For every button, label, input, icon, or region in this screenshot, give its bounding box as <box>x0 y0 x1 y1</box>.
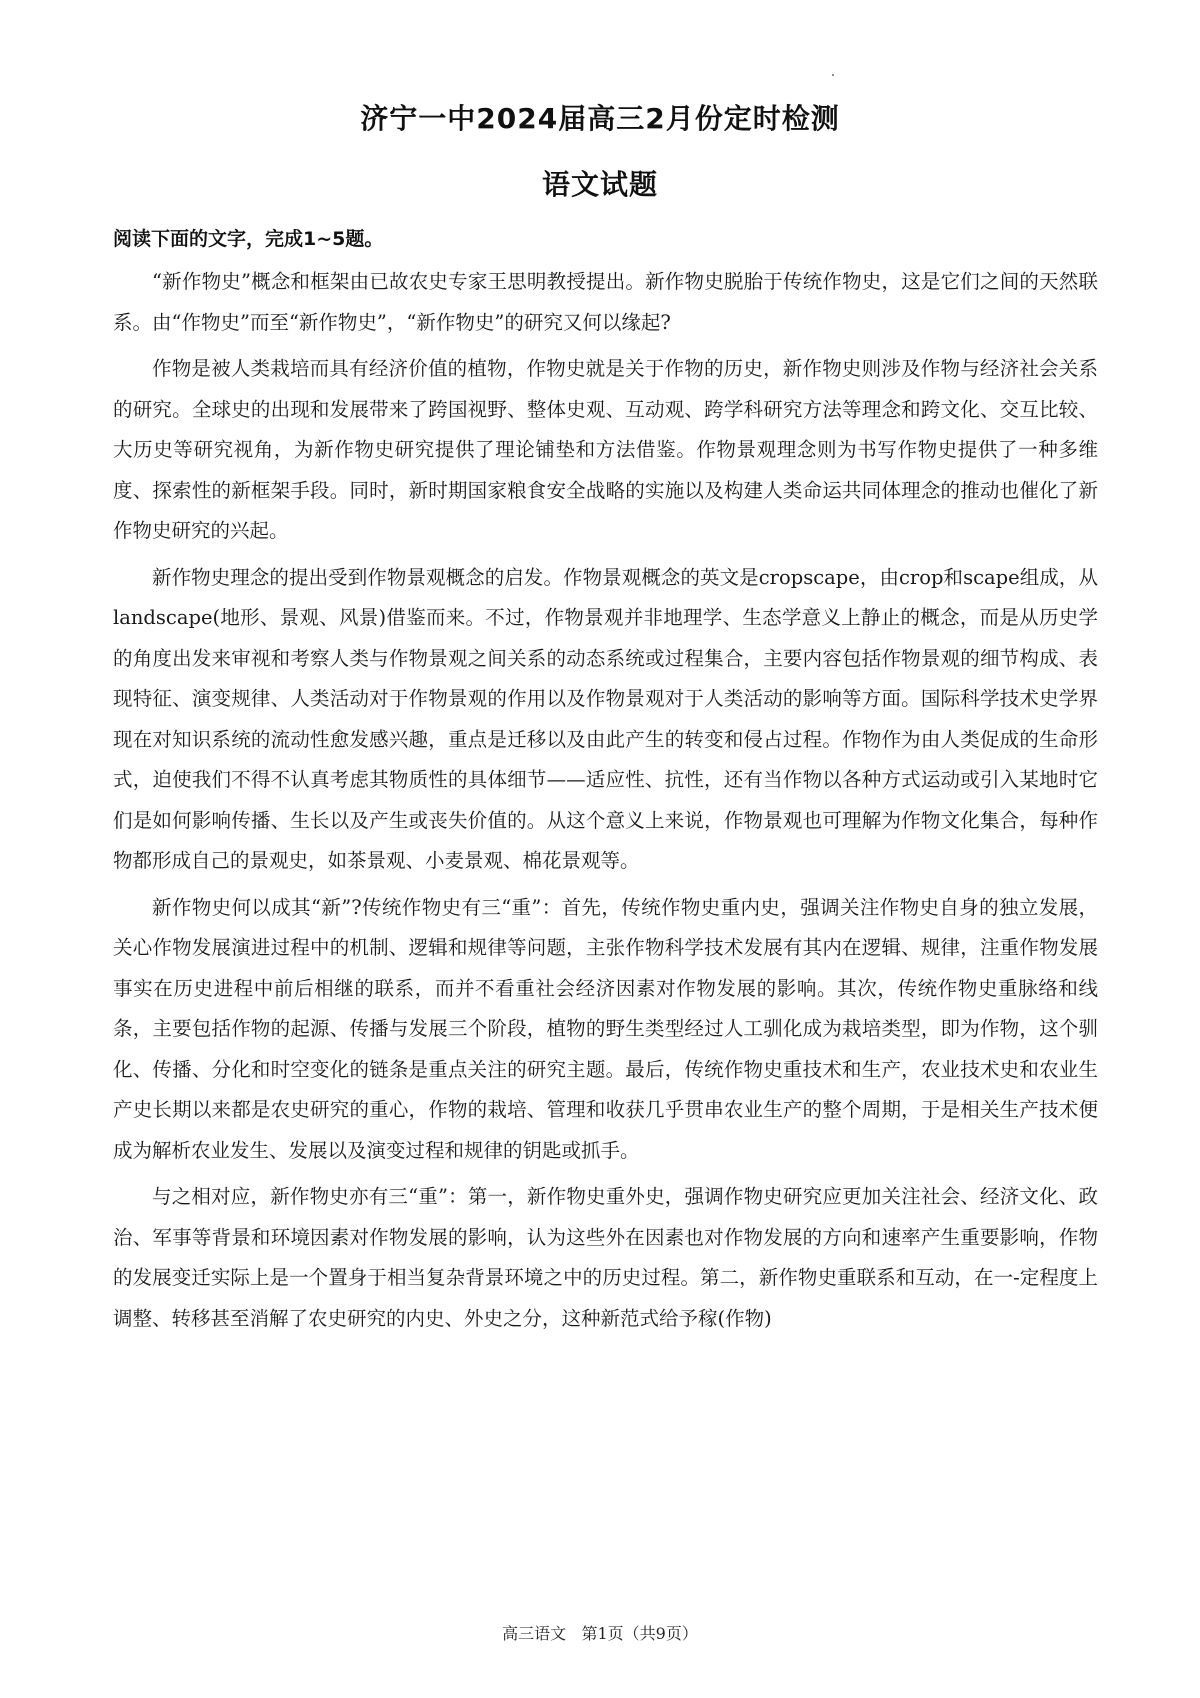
exam-title: 济宁一中2024届高三2月份定时检测 <box>360 102 840 135</box>
page-footer <box>0 1621 1200 1644</box>
paragraph-4: 新作物史何以成其“新”?传统作物史有三“重”：首先，传统作物史重内史，强调关注作物史自身的独立发展，关心作物发展演进过程中的机制、逻辑和规律等问题，主张作物科学技术发展有其内在逻辑、规律，注重作物发展事实在历史进程中前后相继的联系，而并不看重社会经济因素对作物发展的影响。其次，传统作物史重脉络和线条，主要包括作物的起源、传播与发展三个阶段，植物的野生类型经过人工驯化成为栽培类型，即为作物，这个驯化、传播、分化和时空变化的链条是重点关注的研究主题。最后，传统作物史重技术和生产，农业技术史和农业生产史长期以来都是农史研究的重心，作物的栽培、管理和收获几乎贯串农业生产的整个周期，于是相关生产技术便成为解析农业发生、发展以及演变过程和规律的钥匙或抓手。 <box>113 895 1098 1162</box>
paragraph-1: “新作物史”概念和框架由已故农史专家王思明教授提出。新作物史脱胎于传统作物史，这是它们之间的天然联系。由“作物史”而至“新作物史”，“新作物史”的研究又何以缘起? <box>113 270 1098 334</box>
scan-speck <box>832 74 834 76</box>
passage-body <box>113 262 1098 1345</box>
reading-instruction: 阅读下面的文字，完成1~5题。 <box>113 228 384 250</box>
exam-subject-title: 语文试题 <box>541 168 658 201</box>
footer-course: 高三语文 <box>502 1624 567 1643</box>
paragraph-3: 新作物史理念的提出受到作物景观概念的启发。作物景观概念的英文是cropscape，由crop和scape组成，从landscape(地形、景观、风景)借鉴而来。不过，作物景观并非地理学、生态学意义上静止的概念，而是从历史学的角度出发来审视和考察人类与作物景观之间关系的动态系统或过程集合，主要内容包括作物景观的细节构成、表现特征、演变规律、人类活动对于作物景观的作用以及作物景观对于人类活动的影响等方面。国际科学技术史学界现在对知识系统的流动性愈发感兴趣，重点是迁移以及由此产生的转变和侵占过程。作物作为由人类促成的生命形式，迫使我们不得不认真考虑其物质性的具体细节——适应性、抗性，还有当作物以各种方式运动或引入某地时它们是如何影响传播、生长以及产生或丧失价值的。从这个意义上来说，作物景观也可理解为作物文化集合，每种作物都形成自己的景观史，如茶景观、小麦景观、棉花景观等。 <box>113 565 1098 872</box>
footer-page-number: 第1页（共9页） <box>581 1624 698 1643</box>
paragraph-2: 作物是被人类栽培而具有经济价值的植物，作物史就是关于作物的历史，新作物史则涉及作物与经济社会关系的研究。全球史的出现和发展带来了跨国视野、整体史观、互动观、跨学科研究方法等理念和跨文化、交互比较、大历史等研究视角，为新作物史研究提供了理论铺垫和方法借鉴。作物景观理念则为书写作物史提供了一种多维度、探索性的新框架手段。同时，新时期国家粮食安全战略的实施以及构建人类命运共同体理念的推动也催化了新作物史研究的兴起。 <box>113 357 1098 542</box>
paragraph-5: 与之相对应，新作物史亦有三“重”：第一，新作物史重外史，强调作物史研究应更加关注社会、经济文化、政治、军事等背景和环境因素对作物发展的影响，认为这些外在因素也对作物发展的方向和速率产生重要影响，作物的发展变迁实际上是一个置身于相当复杂背景环境之中的历史过程。第二，新作物史重联系和互动，在一-定程度上调整、转移甚至消解了农史研究的内史、外史之分，这种新范式给予稼(作物) <box>113 1185 1098 1330</box>
footer-gap <box>566 1624 581 1643</box>
